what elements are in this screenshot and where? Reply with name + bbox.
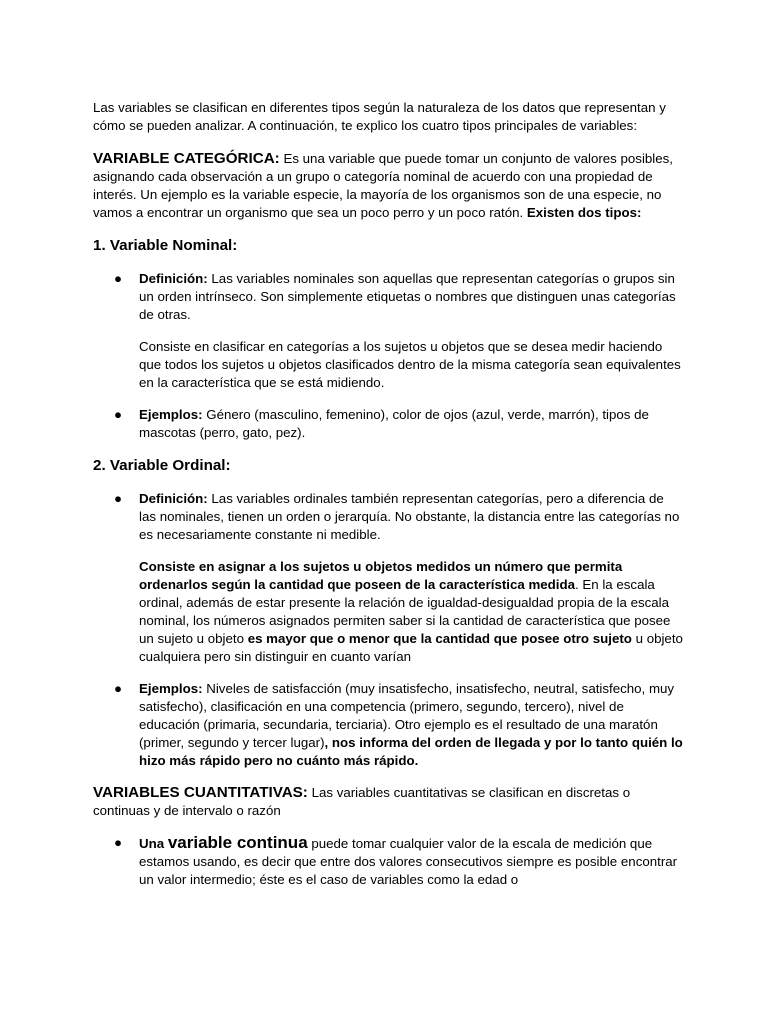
una-label: Una [139, 836, 168, 851]
list-item [93, 270, 683, 392]
bullet-icon: ● [114, 407, 123, 422]
categorica-paragraph [93, 150, 683, 222]
ordinal-extra-text: . En la escala ordinal, además de estar presente la relación de igualdad-desigualdad propia de la escala nominal, los números asignados permiten saber si la cantidad de característica que posee un sujeto u objeto [139, 577, 671, 646]
list-item [93, 680, 683, 770]
continua-paragraph [139, 834, 683, 889]
document-page [93, 99, 683, 903]
ordinal-extra-text-2: u objeto cualquiera pero sin distinguir en cuanto varían [139, 631, 683, 664]
ordinal-extra-bold-2: es mayor que o menor que la cantidad que posee otro sujeto [247, 631, 632, 646]
list-item [93, 406, 683, 442]
examples-text: Género (masculino, femenino), color de ojos (azul, verde, marrón), tipos de mascotas (perro, gato, pez). [139, 407, 649, 440]
ordinal-definition [139, 490, 683, 544]
definition-text: Las variables ordinales también representan categorías, pero a diferencia de las nominales, tienen un orden o jerarquía. No obstante, la distancia entre las categorías no es necesariamente constante ni medible. [139, 491, 680, 542]
intro-paragraph: Las variables se clasifican en diferentes tipos según la naturaleza de los datos que representan y cómo se pueden analizar. A continuación, te explico los cuatro tipos principales de variables: [93, 100, 666, 133]
cuantitativas-list [93, 834, 683, 889]
bullet-icon: ● [114, 835, 123, 850]
continua-text: puede tomar cualquier valor de la escala de medición que estamos usando, es decir que entre dos valores consecutivos siempre es posible encontrar un valor intermedio; éste es el caso de variables como la edad o [139, 836, 678, 887]
definition-text: Las variables nominales son aquellas que representan categorías o grupos sin un orden intrínseco. Son simplemente etiquetas o nombres que distinguen unas categorías de otras. [139, 271, 676, 322]
nominal-heading: 1. Variable Nominal: [93, 237, 238, 254]
ordinal-definition-extra [139, 558, 683, 666]
bullet-icon: ● [114, 681, 123, 696]
nominal-examples [139, 406, 683, 442]
cuantitativas-text: Las variables cuantitativas se clasifican en discretas o continuas y de intervalo o razón [93, 785, 631, 818]
definition-label: Definición: [139, 491, 208, 506]
ordinal-list [93, 490, 683, 770]
categorica-types: Existen dos tipos: [526, 205, 642, 220]
ordinal-extra-bold: Consiste en asignar a los sujetos u objetos medidos un número que permita ordenarlos según la cantidad que poseen de la característica medida [139, 559, 623, 592]
examples-label: Ejemplos: [139, 407, 203, 422]
examples-bold: , nos informa del orden de llegada y por lo tanto quién lo hizo más rápido pero no cuánto más rápido. [139, 735, 683, 768]
ordinal-examples [139, 680, 683, 770]
categorica-text: Es una variable que puede tomar un conjunto de valores posibles, asignando cada observación a un grupo o categoría nominal de acuerdo con una propiedad de interés. Un ejemplo es la variable especie, la mayoría de los organismos son de una especie, no vamos a encontrar un organismo que sea un poco perro y un poco ratón. [93, 151, 674, 220]
nominal-list [93, 270, 683, 442]
list-item [93, 834, 683, 889]
ordinal-heading: 2. Variable Ordinal: [93, 457, 231, 474]
examples-text: Niveles de satisfacción (muy insatisfecho, insatisfecho, neutral, satisfecho, muy satisfecho), clasificación en una competencia (primero, segundo, tercero), nivel de educación (primaria, secundaria, terciaria). Otro ejemplo es el resultado de una maratón (primer, segundo y tercer lugar) [139, 681, 675, 750]
nominal-definition-extra: Consiste en clasificar en categorías a los sujetos u objetos que se desea medir haciendo que todos los sujetos u objetos clasificados dentro de la misma categoría sean equivalentes en la característica que se está midiendo. [139, 339, 681, 390]
cuantitativas-paragraph [93, 784, 683, 820]
bullet-icon: ● [114, 491, 123, 506]
examples-label: Ejemplos: [139, 681, 203, 696]
bullet-icon: ● [114, 271, 123, 286]
list-item [93, 490, 683, 666]
categorica-title: VARIABLE CATEGÓRICA: [93, 150, 280, 167]
cuantitativas-title: VARIABLES CUANTITATIVAS: [93, 784, 308, 801]
definition-label: Definición: [139, 271, 208, 286]
continua-label: variable continua [167, 833, 308, 852]
nominal-definition [139, 270, 683, 324]
